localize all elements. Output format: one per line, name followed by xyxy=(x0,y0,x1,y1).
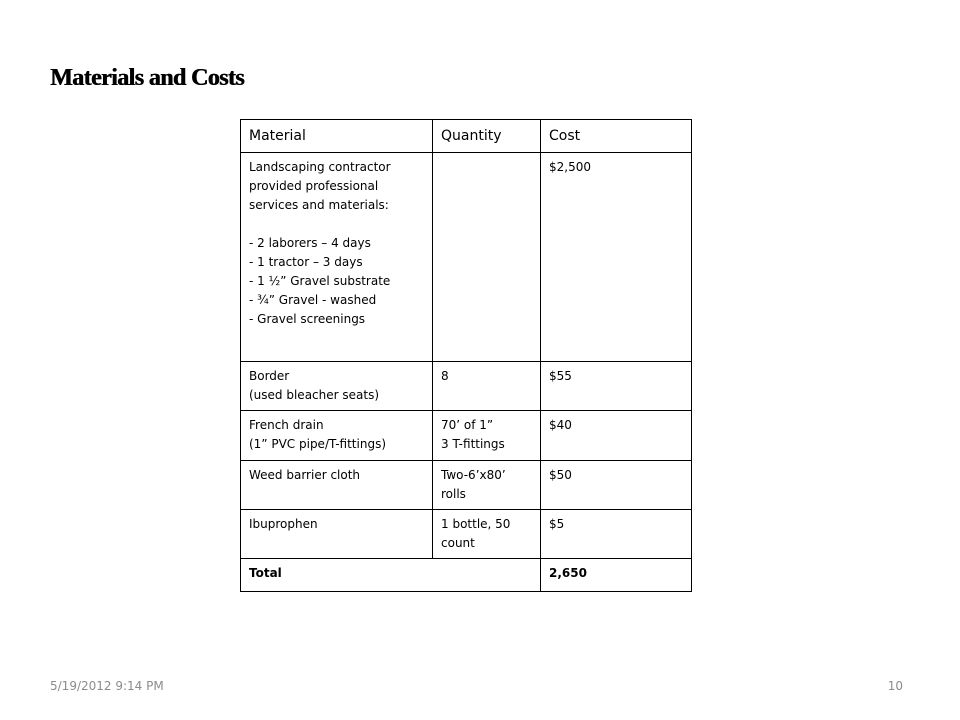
material-text: Ibuprophen xyxy=(249,517,318,531)
page-number: 10 xyxy=(887,679,903,693)
table-header-row xyxy=(241,120,692,153)
cost-cell: $2,500 xyxy=(541,153,692,362)
material-list-item: - 1 ½” Gravel substrate xyxy=(249,274,391,288)
material-text: (used bleacher seats) xyxy=(249,388,380,402)
material-text: Landscaping contractor xyxy=(249,160,391,174)
material-cell xyxy=(241,362,433,411)
spacer xyxy=(249,215,424,234)
table-row xyxy=(241,510,692,559)
material-list-item: - ¾” Gravel - washed xyxy=(249,293,377,307)
quantity-text: Two-6’x80’ xyxy=(441,468,506,482)
material-list-item: - 2 laborers – 4 days xyxy=(249,236,371,250)
material-text: Weed barrier cloth xyxy=(249,468,361,482)
total-row xyxy=(241,559,692,592)
material-cell xyxy=(241,461,433,510)
slide-title: Materials and Costs xyxy=(50,65,244,91)
footer-date: 5/19/2012 9:14 PM xyxy=(50,679,164,693)
header-cost: Cost xyxy=(541,120,692,153)
material-text: services and materials: xyxy=(249,198,389,212)
header-quantity: Quantity xyxy=(433,120,541,153)
material-text: French drain xyxy=(249,418,324,432)
material-cell xyxy=(241,153,433,362)
quantity-text: 70’ of 1” xyxy=(441,418,494,432)
quantity-text: 8 xyxy=(441,369,449,383)
quantity-text: 3 T-fittings xyxy=(441,437,505,451)
quantity-text: count xyxy=(441,536,475,550)
header-material: Material xyxy=(241,120,433,153)
quantity-cell xyxy=(433,362,541,411)
quantity-cell xyxy=(433,153,541,362)
total-value: 2,650 xyxy=(541,559,692,592)
quantity-cell xyxy=(433,461,541,510)
table-row xyxy=(241,461,692,510)
material-text: Border xyxy=(249,369,290,383)
table-row xyxy=(241,362,692,411)
total-label: Total xyxy=(241,559,541,592)
cost-cell: $5 xyxy=(541,510,692,559)
material-list-item: - Gravel screenings xyxy=(249,312,366,326)
material-list-item: - 1 tractor – 3 days xyxy=(249,255,363,269)
material-cell xyxy=(241,411,433,461)
quantity-cell xyxy=(433,510,541,559)
material-cell xyxy=(241,510,433,559)
material-text: (1” PVC pipe/T-fittings) xyxy=(249,437,386,451)
cost-cell: $55 xyxy=(541,362,692,411)
cost-cell: $50 xyxy=(541,461,692,510)
table-row xyxy=(241,153,692,362)
materials-costs-table xyxy=(240,119,692,592)
quantity-text: rolls xyxy=(441,487,466,501)
quantity-text: 1 bottle, 50 xyxy=(441,517,511,531)
material-text: provided professional xyxy=(249,179,379,193)
table-row xyxy=(241,411,692,461)
cost-cell: $40 xyxy=(541,411,692,461)
quantity-cell xyxy=(433,411,541,461)
